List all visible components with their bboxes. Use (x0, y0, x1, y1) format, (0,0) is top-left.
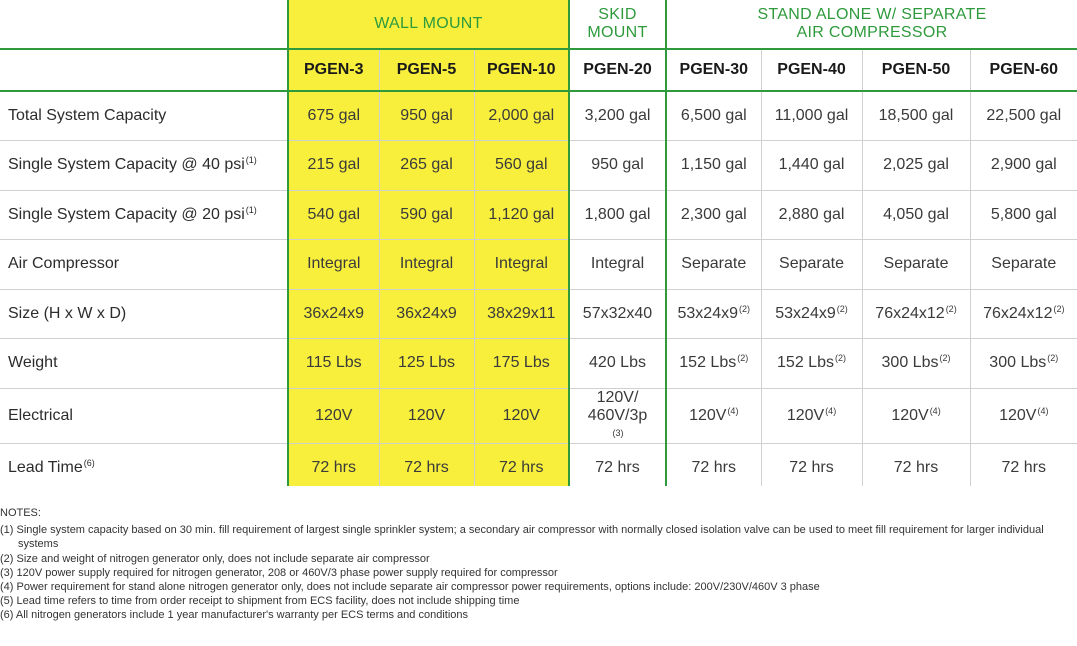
row-label: Weight (0, 339, 288, 389)
value-cell: 6,500 gal (666, 91, 761, 141)
footnote-ref: (2) (1047, 353, 1059, 364)
footnote-ref: (2) (834, 353, 846, 364)
value-cell: 72 hrs (970, 443, 1077, 486)
note-item: (5) Lead time refers to time from order receipt to shipment from ECS facility, does not include shipping time (0, 595, 520, 608)
value-cell: 300 Lbs$^{(2)}$ (862, 339, 970, 389)
group-wall-mount-label: WALL MOUNT (374, 15, 483, 32)
model-header: PGEN-5 (379, 49, 474, 91)
value-cell: Separate (970, 240, 1077, 290)
footnote-ref: (2) (939, 353, 951, 364)
value-cell: $120V^{(4)}$ (970, 388, 1077, 443)
row-label: Total System Capacity (0, 91, 288, 141)
row-electrical (0, 388, 1077, 443)
footnote-ref: (2) (739, 303, 750, 314)
value-cell: 18,500 gal (862, 91, 970, 141)
note-item: (1) Single system capacity based on 30 min. fill requirement of largest single sprinkler system; a secondary air compressor with normally closed isolation valve can be used to meet fill requirement for larger individual systems (0, 524, 1044, 551)
value-cell: 950 gal (569, 141, 666, 191)
value-cell: Integral (379, 240, 474, 290)
value-cell: 22,500 gal (970, 91, 1077, 141)
row-weight (0, 339, 1077, 389)
model-header: PGEN-10 (474, 49, 569, 91)
value-cell: 11,000 gal (761, 91, 862, 141)
value-cell: $120V^{(4)}$ (761, 388, 862, 443)
value-cell: $120V^{(4)}$ (862, 388, 970, 443)
group-stand-alone-line2: AIR COMPRESSOR (796, 24, 948, 41)
model-header: PGEN-40 (761, 49, 862, 91)
row-lead-time (0, 443, 1077, 486)
footnote-ref: (4) (929, 405, 941, 416)
value-cell: 125 Lbs (379, 339, 474, 389)
footnote-ref: (3) (612, 427, 624, 438)
value-cell: 36x24x9 (379, 289, 474, 339)
value-cell: 53x24x9$^{(2)}$ (761, 289, 862, 339)
value-cell: 115 Lbs (288, 339, 379, 389)
value-cell: 2,880 gal (761, 190, 862, 240)
footnote-ref: (2) (737, 353, 749, 364)
model-header: PGEN-30 (666, 49, 761, 91)
corner-cell (0, 0, 288, 49)
model-header: PGEN-50 (862, 49, 970, 91)
group-stand-alone (666, 0, 1077, 49)
footnote-ref: (6) (83, 457, 95, 468)
value-cell: 2,000 gal (474, 91, 569, 141)
value-cell: $120V^{(4)}$ (666, 388, 761, 443)
value-cell: 590 gal (379, 190, 474, 240)
row-single-capacity-20psi (0, 190, 1077, 240)
value-cell: 152 Lbs$^{(2)}$ (761, 339, 862, 389)
value-cell: 72 hrs (379, 443, 474, 486)
value-cell: Integral (288, 240, 379, 290)
row-label: Single System Capacity @ 20 psi$^{(1)}$ (0, 190, 288, 240)
value-cell: 120V (379, 388, 474, 443)
value-cell: Separate (761, 240, 862, 290)
value-cell: 560 gal (474, 141, 569, 191)
footnote-ref: (4) (825, 405, 837, 416)
value-cell: 120V (474, 388, 569, 443)
value-cell: 72 hrs (569, 443, 666, 486)
footnote-ref: (1) (245, 204, 257, 215)
value-cell: 540 gal (288, 190, 379, 240)
value-cell: 72 hrs (761, 443, 862, 486)
model-header: PGEN-20 (569, 49, 666, 91)
value-cell: 72 hrs (474, 443, 569, 486)
value-cell: 1,150 gal (666, 141, 761, 191)
group-header-row (0, 0, 1077, 49)
value-cell: 72 hrs (666, 443, 761, 486)
note-item: (2) Size and weight of nitrogen generator only, does not include separate air compressor (0, 552, 430, 565)
row-size (0, 289, 1077, 339)
model-header-corner (0, 49, 288, 91)
value-cell: 175 Lbs (474, 339, 569, 389)
value-cell: 2,025 gal (862, 141, 970, 191)
note-item: (6) All nitrogen generators include 1 year manufacturer's warranty per ECS terms and conditions (0, 609, 468, 622)
group-skid-mount-line2: MOUNT (587, 24, 648, 41)
value-cell: 675 gal (288, 91, 379, 141)
model-header-row (0, 49, 1077, 91)
value-cell: 38x29x11 (474, 289, 569, 339)
group-stand-alone-line1: STAND ALONE W/ SEPARATE (757, 6, 987, 23)
electrical-skid-line1: 120V/ (596, 388, 639, 406)
value-cell: 950 gal (379, 91, 474, 141)
value-cell: 1,800 gal (569, 190, 666, 240)
value-cell: 3,200 gal (569, 91, 666, 141)
value-cell: 2,900 gal (970, 141, 1077, 191)
value-cell: Separate (666, 240, 761, 290)
value-cell: Integral (474, 240, 569, 290)
value-cell: 2,300 gal (666, 190, 761, 240)
group-skid-mount (569, 0, 666, 49)
footnote-ref: (1) (245, 155, 257, 166)
value-cell: 300 Lbs$^{(2)}$ (970, 339, 1077, 389)
note-item: (3) 120V power supply required for nitrogen generator, 208 or 460V/3 phase power supply required for compressor (0, 566, 558, 579)
footnote-ref: (2) (945, 303, 957, 314)
footnote-ref: (4) (727, 405, 739, 416)
value-cell: 1,120 gal (474, 190, 569, 240)
value-cell: 265 gal (379, 141, 474, 191)
value-cell (569, 388, 666, 443)
value-cell: 5,800 gal (970, 190, 1077, 240)
value-cell: 152 Lbs$^{(2)}$ (666, 339, 761, 389)
row-label: Single System Capacity @ 40 psi$^{(1)}$ (0, 141, 288, 191)
value-cell: 36x24x9 (288, 289, 379, 339)
value-cell: 72 hrs (288, 443, 379, 486)
row-air-compressor (0, 240, 1077, 290)
row-label: Electrical (0, 388, 288, 443)
value-cell: 120V (288, 388, 379, 443)
notes-section (0, 506, 1077, 623)
note-item: (4) Power requirement for stand alone nitrogen generator only, does not include separate air compressor power requirements, options include: 200V/230V/460V 3 phase (0, 581, 820, 594)
value-cell: 76x24x12$^{(2)}$ (970, 289, 1077, 339)
footnote-ref: (2) (1053, 303, 1065, 314)
row-label: Air Compressor (0, 240, 288, 290)
value-cell: 53x24x9$^{(2)}$ (666, 289, 761, 339)
value-cell: Separate (862, 240, 970, 290)
notes-heading: NOTES: (0, 507, 41, 519)
value-cell: Integral (569, 240, 666, 290)
model-header: PGEN-3 (288, 49, 379, 91)
row-label: Lead Time$^{(6)}$ (0, 443, 288, 486)
value-cell: 420 Lbs (569, 339, 666, 389)
group-wall-mount (288, 0, 569, 49)
row-total-system-capacity (0, 91, 1077, 141)
row-label: Size (H x W x D) (0, 289, 288, 339)
value-cell: 57x32x40 (569, 289, 666, 339)
group-skid-mount-line1: SKID (598, 6, 637, 23)
value-cell: 72 hrs (862, 443, 970, 486)
footnote-ref: (2) (836, 303, 848, 314)
row-single-capacity-40psi (0, 141, 1077, 191)
value-cell: 1,440 gal (761, 141, 862, 191)
value-cell: 76x24x12$^{(2)}$ (862, 289, 970, 339)
electrical-skid-line2: 460V/3p $^{(3)}$ (587, 406, 648, 438)
value-cell: 215 gal (288, 141, 379, 191)
model-header: PGEN-60 (970, 49, 1077, 91)
footnote-ref: (4) (1037, 405, 1049, 416)
value-cell: 4,050 gal (862, 190, 970, 240)
